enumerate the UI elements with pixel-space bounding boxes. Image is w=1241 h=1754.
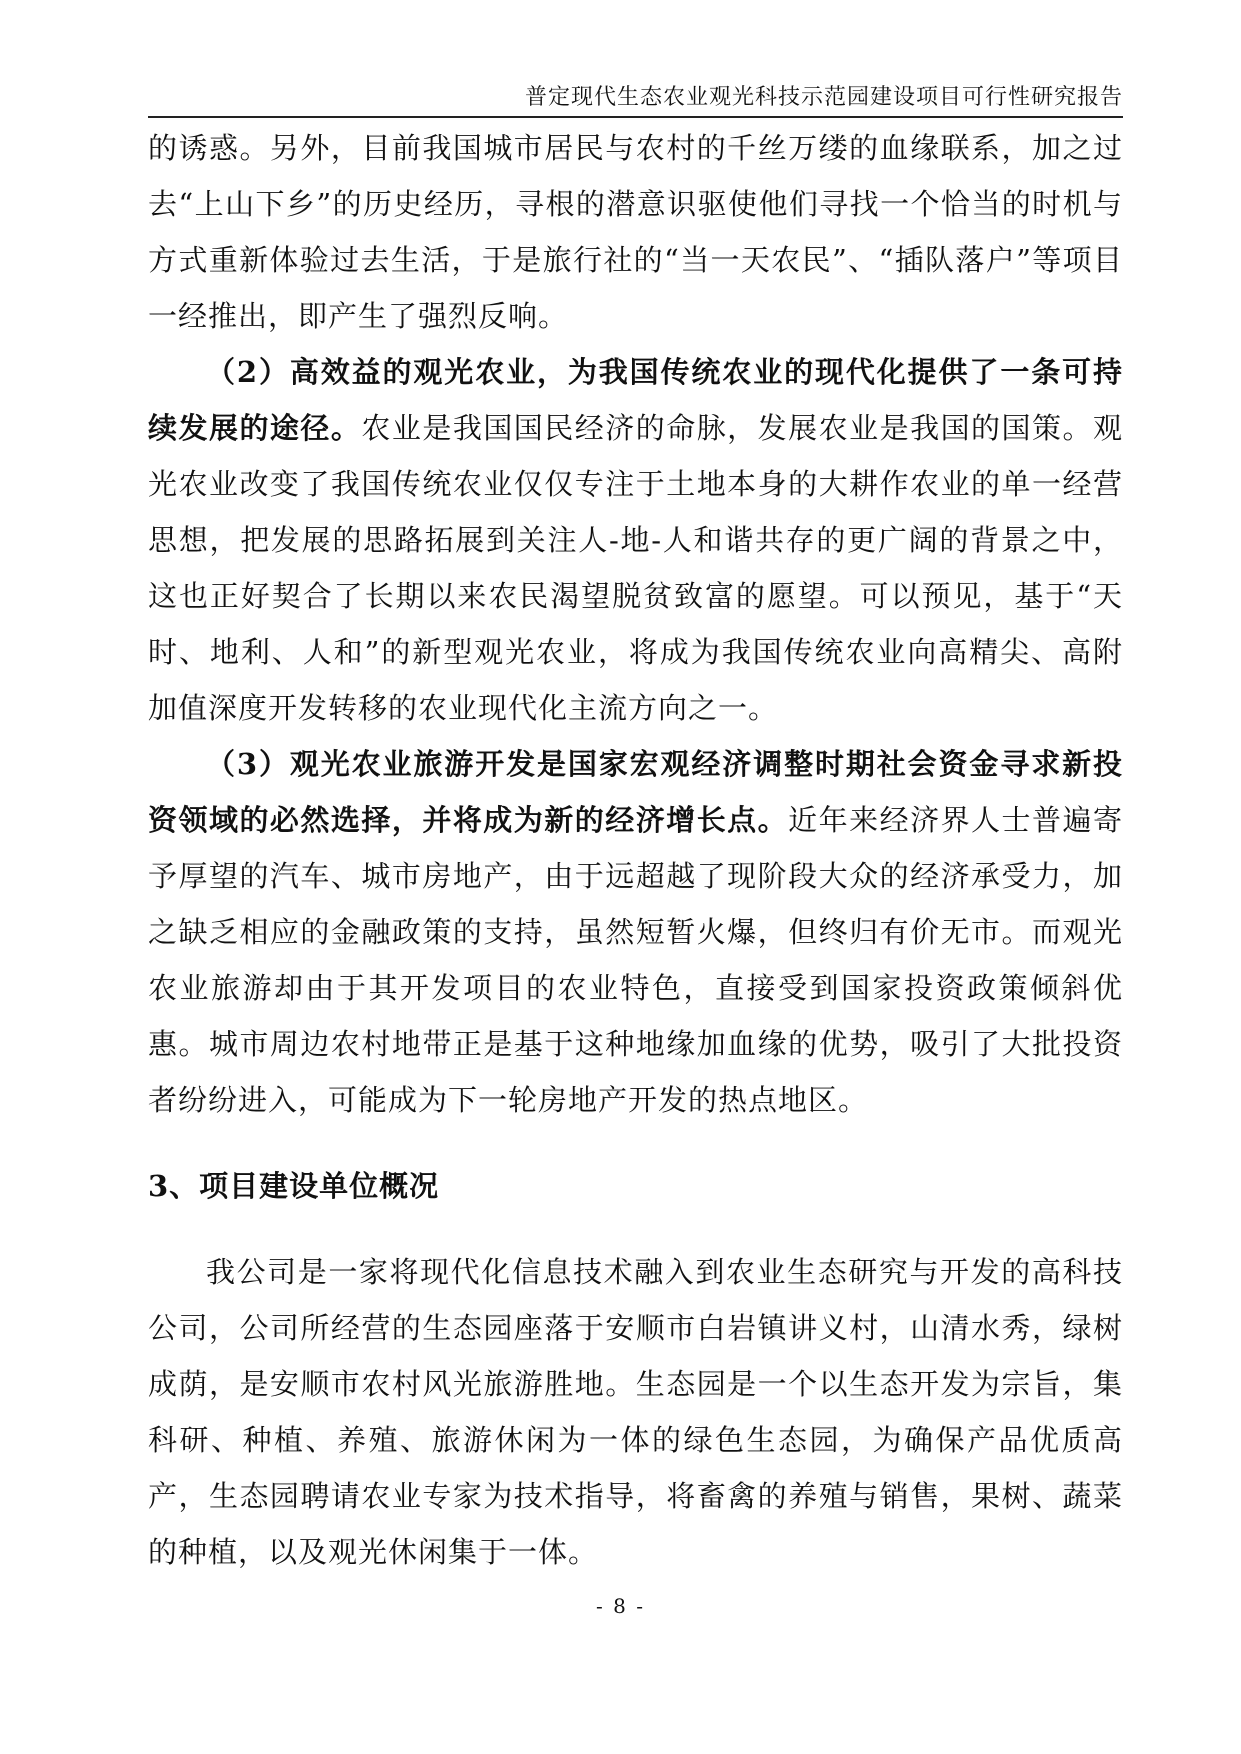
paragraph-benefit-3 bbox=[148, 736, 1123, 1128]
report-title: 普定现代生态农业观光科技示范园建设项目可行性研究报告 bbox=[524, 85, 1123, 110]
section-heading: 3、项目建设单位概况 bbox=[148, 1169, 440, 1203]
document-body bbox=[148, 120, 1123, 1580]
page-number: - 8 - bbox=[596, 1594, 645, 1618]
paragraph-text: 的诱惑。另外，目前我国城市居民与农村的千丝万缕的血缘联系，加之过去“上山下乡”的历史经历，寻根的潜意识驱使他们寻找一个恰当的时机与方式重新体验过去生活，于是旅行社的“当一天农民”、“插队落户”等项目一经推出，即产生了强烈反响。 bbox=[148, 131, 1123, 333]
paragraph-benefit-2 bbox=[148, 344, 1123, 736]
paragraph-text: 近年来经济界人士普遍寄予厚望的汽车、城市房地产，由于远超越了现阶段大众的经济承受力，加之缺乏相应的金融政策的支持，虽然短暂火爆，但终归有价无市。而观光农业旅游却由于其开发项目的农业特色，直接受到国家投资政策倾斜优惠。城市周边农村地带正是基于这种地缘加血缘的优势，吸引了大批投资者纷纷进入，可能成为下一轮房地产开发的热点地区。 bbox=[148, 803, 1123, 1117]
section-paragraph: 我公司是一家将现代化信息技术融入到农业生态研究与开发的高科技公司，公司所经营的生态园座落于安顺市白岩镇讲义村，山清水秀，绿树成荫，是安顺市农村风光旅游胜地。生态园是一个以生态开发为宗旨，集科研、种植、养殖、旅游休闲为一体的绿色生态园，为确保产品优质高产，生态园聘请农业专家为技术指导，将畜禽的养殖与销售，果树、蔬菜的种植，以及观光休闲集于一体。 bbox=[148, 1255, 1123, 1569]
paragraph-text: 农业是我国国民经济的命脉，发展农业是我国的国策。观光农业改变了我国传统农业仅仅专注于土地本身的大耕作农业的单一经营思想，把发展的思路拓展到关注人-地-人和谐共存的更广阔的背景之中，这也正好契合了长期以来农民渴望脱贫致富的愿望。可以预见，基于“天时、地利、人和”的新型观光农业，将成为我国传统农业向高精尖、高附加值深度开发转移的农业现代化主流方向之一。 bbox=[148, 411, 1123, 725]
paragraph-lead-bold: （2）高效益的观光农业，为我国传统农业的现代化提供了一条可持续发展的途径。 bbox=[148, 355, 1123, 445]
paragraph-lead-bold: （3）观光农业旅游开发是国家宏观经济调整时期社会资金寻求新投资领域的必然选择，并将成为新的经济增长点。 bbox=[148, 747, 1123, 837]
paragraph-continuation bbox=[148, 120, 1123, 344]
page-header bbox=[148, 80, 1123, 118]
